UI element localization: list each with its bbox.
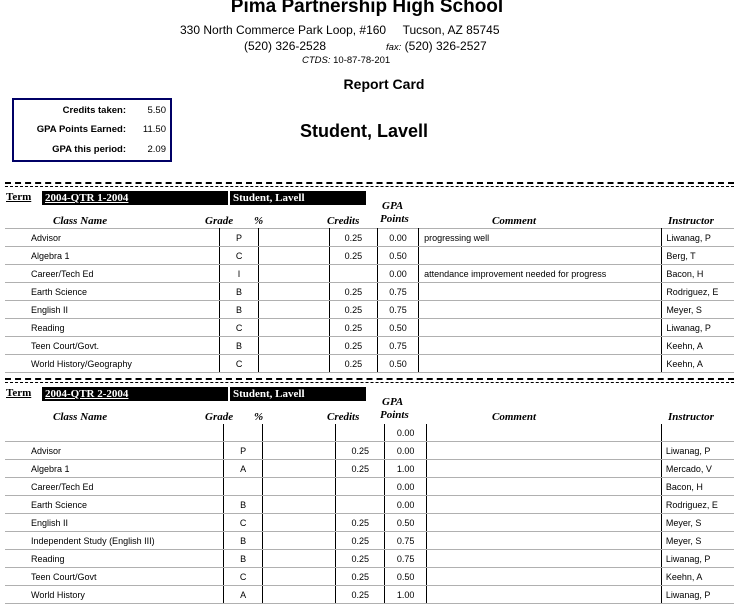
grades-table-term1 <box>5 228 734 373</box>
grade-cell: B <box>224 496 263 514</box>
grade-cell: I <box>220 265 258 283</box>
fax-number: (520) 326-2527 <box>404 39 487 53</box>
gpa-period-label: GPA this period: <box>52 144 126 155</box>
grade-cell: B <box>224 532 263 550</box>
table-row <box>5 355 734 373</box>
grade-cell: B <box>220 283 258 301</box>
divider <box>5 378 734 381</box>
term-name-text: 2004-QTR 1-2004 <box>45 192 129 204</box>
class-name-cell: World History <box>5 586 224 604</box>
ctds-number: 10-87-78-201 <box>333 55 391 66</box>
credits-cell <box>336 424 385 442</box>
credits-cell: 0.25 <box>329 337 377 355</box>
credits-cell: 0.25 <box>329 319 377 337</box>
col-gpa-points: Points <box>380 409 409 421</box>
credits-cell: 0.25 <box>336 550 385 568</box>
gpa-period-row <box>14 144 166 158</box>
phone-number: (520) 326-2528 <box>244 39 327 53</box>
instructor-cell: Bacon, H <box>661 478 734 496</box>
class-name-cell: Career/Tech Ed <box>5 478 224 496</box>
instructor-cell: Liwanag, P <box>661 586 734 604</box>
gpa-points-cell: 0.00 <box>385 424 427 442</box>
class-name-cell: Algebra 1 <box>5 247 220 265</box>
comment-cell <box>427 424 662 442</box>
grade-cell: C <box>220 247 258 265</box>
gpa-points-cell: 0.50 <box>378 355 419 373</box>
credits-cell: 0.25 <box>336 568 385 586</box>
grade-cell: B <box>224 550 263 568</box>
fax-label: fax: <box>386 42 402 53</box>
percent-cell <box>258 355 329 373</box>
percent-cell <box>258 337 329 355</box>
table-row <box>5 424 734 442</box>
grade-cell: C <box>220 355 258 373</box>
city-state-zip: Tucson, AZ 85745 <box>402 23 500 37</box>
comment-cell <box>419 355 662 373</box>
percent-cell <box>263 424 336 442</box>
grade-cell <box>224 424 263 442</box>
class-name-cell: Earth Science <box>5 496 224 514</box>
credits-taken-label: Credits taken: <box>62 105 126 116</box>
table-row <box>5 550 734 568</box>
comment-cell <box>419 247 662 265</box>
percent-cell <box>263 532 336 550</box>
gpa-period-value: 2.09 <box>147 144 166 155</box>
percent-cell <box>258 319 329 337</box>
table-row <box>5 301 734 319</box>
col-comment: Comment <box>492 411 537 423</box>
percent-cell <box>263 568 336 586</box>
term-name <box>42 387 228 401</box>
percent-cell <box>263 478 336 496</box>
instructor-cell: Meyer, S <box>662 301 734 319</box>
gpa-points-cell: 1.00 <box>385 460 427 478</box>
table-row <box>5 337 734 355</box>
gpa-points-cell: 0.75 <box>378 283 419 301</box>
table-row <box>5 496 734 514</box>
percent-cell <box>263 586 336 604</box>
table-row <box>5 568 734 586</box>
percent-cell <box>263 460 336 478</box>
class-name-cell: English II <box>5 514 224 532</box>
credits-cell <box>329 265 377 283</box>
instructor-cell: Keehn, A <box>662 337 734 355</box>
gpa-points-cell: 0.75 <box>378 301 419 319</box>
gpa-points-label: GPA Points Earned: <box>36 124 126 135</box>
col-percent: % <box>254 215 264 227</box>
gpa-points-cell: 0.00 <box>385 478 427 496</box>
comment-cell <box>427 460 662 478</box>
divider <box>5 186 734 188</box>
term-student-name: Student, Lavell <box>230 191 366 205</box>
comment-cell <box>419 283 662 301</box>
percent-cell <box>263 514 336 532</box>
grade-cell <box>224 478 263 496</box>
percent-cell <box>258 247 329 265</box>
instructor-cell: Meyer, S <box>661 532 734 550</box>
percent-cell <box>263 442 336 460</box>
comment-cell <box>427 586 662 604</box>
term-label: Term <box>6 191 32 203</box>
percent-cell <box>258 229 329 247</box>
comment-cell <box>427 496 662 514</box>
instructor-cell <box>661 424 734 442</box>
grade-cell: P <box>220 229 258 247</box>
street-address: 330 North Commerce Park Loop, #160 <box>180 23 387 37</box>
table-row <box>5 319 734 337</box>
col-percent: % <box>254 411 264 423</box>
credits-cell: 0.25 <box>336 532 385 550</box>
table-row <box>5 586 734 604</box>
instructor-cell: Berg, T <box>662 247 734 265</box>
gpa-points-cell: 0.00 <box>385 442 427 460</box>
gpa-points-cell: 0.75 <box>385 532 427 550</box>
comment-cell <box>419 319 662 337</box>
credits-cell: 0.25 <box>336 514 385 532</box>
class-name-cell: English II <box>5 301 220 319</box>
instructor-cell: Rodriguez, E <box>662 283 734 301</box>
grade-cell: B <box>220 337 258 355</box>
col-credits: Credits <box>327 215 360 227</box>
gpa-points-cell: 0.00 <box>378 265 419 283</box>
col-gpa-top: GPA <box>382 396 404 408</box>
class-name-cell: Independent Study (English III) <box>5 532 224 550</box>
fax-line <box>386 39 487 53</box>
percent-cell <box>258 265 329 283</box>
ctds-line <box>302 55 390 66</box>
instructor-cell: Keehn, A <box>661 568 734 586</box>
credits-cell <box>336 478 385 496</box>
school-name: Pima Partnership High School <box>230 0 504 17</box>
col-class-name: Class Name <box>53 215 108 227</box>
gpa-points-cell: 0.50 <box>378 319 419 337</box>
instructor-cell: Mercado, V <box>661 460 734 478</box>
credits-cell: 0.25 <box>329 355 377 373</box>
comment-cell <box>427 568 662 586</box>
grade-cell: C <box>224 514 263 532</box>
divider <box>5 382 734 384</box>
credits-cell: 0.25 <box>336 460 385 478</box>
grade-cell: A <box>224 586 263 604</box>
gpa-points-cell: 0.00 <box>385 496 427 514</box>
col-instructor: Instructor <box>668 411 714 423</box>
instructor-cell: Meyer, S <box>661 514 734 532</box>
instructor-cell: Liwanag, P <box>661 550 734 568</box>
gpa-summary-box <box>12 98 172 162</box>
credits-taken-row <box>14 105 166 119</box>
col-comment: Comment <box>492 215 537 227</box>
ctds-label: CTDS: <box>302 55 331 66</box>
table-row <box>5 514 734 532</box>
credits-taken-value: 5.50 <box>147 105 166 116</box>
gpa-points-cell: 0.50 <box>385 568 427 586</box>
class-name-cell: Teen Court/Govt. <box>5 337 220 355</box>
instructor-cell: Liwanag, P <box>662 319 734 337</box>
instructor-cell: Bacon, H <box>662 265 734 283</box>
grade-cell: B <box>220 301 258 319</box>
table-row <box>5 460 734 478</box>
comment-cell <box>419 337 662 355</box>
col-gpa-points: Points <box>380 213 409 225</box>
student-name: Student, Lavell <box>300 121 429 141</box>
col-credits: Credits <box>327 411 360 423</box>
comment-cell <box>427 478 662 496</box>
table-row <box>5 265 734 283</box>
col-instructor: Instructor <box>668 215 714 227</box>
class-name-cell: Advisor <box>5 229 220 247</box>
comment-cell <box>419 301 662 319</box>
col-gpa-top: GPA <box>382 200 404 212</box>
table-row <box>5 442 734 460</box>
comment-cell: attendance improvement needed for progress <box>419 265 662 283</box>
class-name-cell: Teen Court/Govt <box>5 568 224 586</box>
gpa-points-cell: 1.00 <box>385 586 427 604</box>
term-name-text: 2004-QTR 2-2004 <box>45 388 129 400</box>
credits-cell: 0.25 <box>329 229 377 247</box>
gpa-points-value: 11.50 <box>142 124 166 135</box>
col-grade: Grade <box>205 215 234 227</box>
class-name-cell: Earth Science <box>5 283 220 301</box>
percent-cell <box>263 550 336 568</box>
credits-cell: 0.25 <box>329 247 377 265</box>
table-row <box>5 247 734 265</box>
instructor-cell: Keehn, A <box>662 355 734 373</box>
class-name-cell: Algebra 1 <box>5 460 224 478</box>
class-name-cell: World History/Geography <box>5 355 220 373</box>
percent-cell <box>258 283 329 301</box>
table-row <box>5 229 734 247</box>
credits-cell: 0.25 <box>336 586 385 604</box>
gpa-points-cell: 0.50 <box>378 247 419 265</box>
school-address <box>180 23 500 37</box>
percent-cell <box>263 496 336 514</box>
comment-cell <box>427 442 662 460</box>
comment-cell <box>427 550 662 568</box>
class-name-cell: Advisor <box>5 442 224 460</box>
grades-table-term2 <box>5 424 734 604</box>
grade-cell: C <box>224 568 263 586</box>
instructor-cell: Liwanag, P <box>662 229 734 247</box>
comment-cell <box>427 514 662 532</box>
class-name-cell: Career/Tech Ed <box>5 265 220 283</box>
percent-cell <box>258 301 329 319</box>
instructor-cell: Liwanag, P <box>661 442 734 460</box>
credits-cell <box>336 496 385 514</box>
grade-cell: P <box>224 442 263 460</box>
grade-cell: C <box>220 319 258 337</box>
credits-cell: 0.25 <box>329 301 377 319</box>
grade-cell: A <box>224 460 263 478</box>
term-name <box>42 191 228 205</box>
class-name-cell: Reading <box>5 550 224 568</box>
comment-cell <box>427 532 662 550</box>
credits-cell: 0.25 <box>329 283 377 301</box>
col-class-name: Class Name <box>53 411 108 423</box>
instructor-cell: Rodriguez, E <box>661 496 734 514</box>
table-row <box>5 478 734 496</box>
divider <box>5 182 734 185</box>
gpa-points-cell: 0.75 <box>385 550 427 568</box>
class-name-cell: Reading <box>5 319 220 337</box>
col-grade: Grade <box>205 411 234 423</box>
credits-cell: 0.25 <box>336 442 385 460</box>
class-name-cell <box>5 424 224 442</box>
gpa-points-cell: 0.00 <box>378 229 419 247</box>
table-row <box>5 532 734 550</box>
gpa-points-row <box>14 124 166 138</box>
table-row <box>5 283 734 301</box>
term-student-name: Student, Lavell <box>230 387 366 401</box>
term-label: Term <box>6 387 32 399</box>
gpa-points-cell: 0.75 <box>378 337 419 355</box>
report-card-title: Report Card <box>343 76 425 92</box>
gpa-points-cell: 0.50 <box>385 514 427 532</box>
comment-cell: progressing well <box>419 229 662 247</box>
